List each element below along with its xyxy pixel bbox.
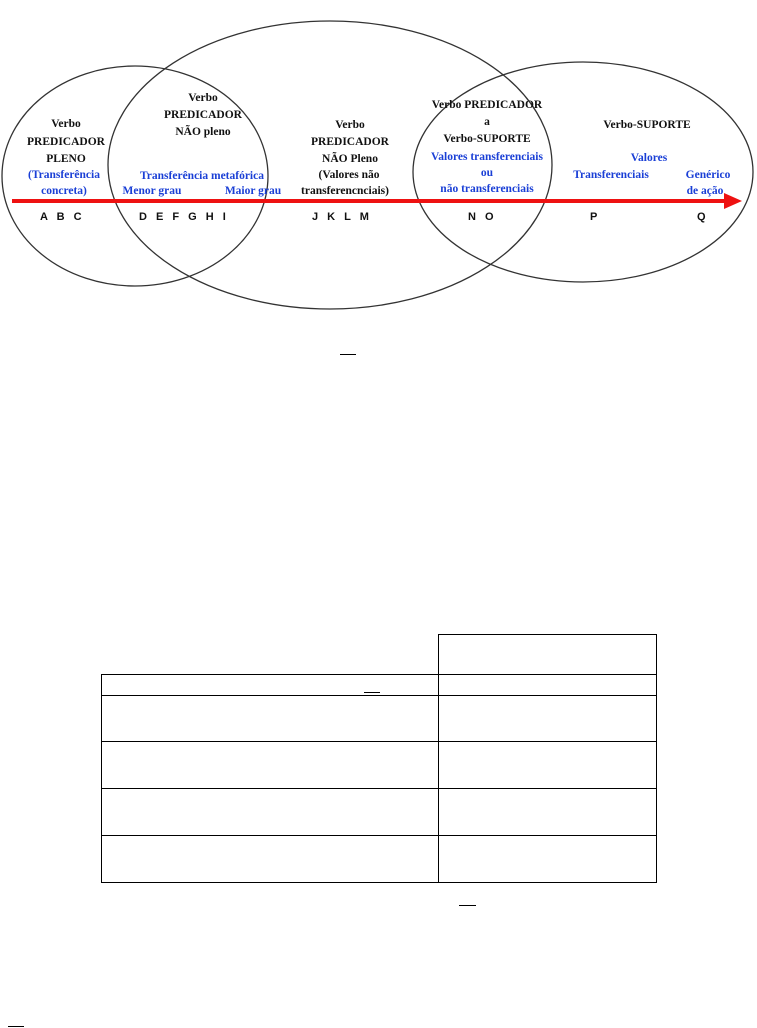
footnote-mark [8, 1026, 24, 1027]
table-cell [439, 742, 657, 789]
continuum-arrow-head [724, 193, 742, 209]
axis-letter-q: Q [697, 211, 706, 223]
c1-title-2: PREDICADOR [27, 136, 105, 148]
c2-title-1: Verbo [188, 92, 218, 104]
c4-title-1: Verbo PREDICADOR [431, 99, 543, 111]
table-cell [102, 742, 439, 789]
c2-high: Maior grau [224, 185, 282, 197]
c4-sub-2: ou [480, 167, 494, 179]
c5-title: Verbo-SUPORTE [603, 119, 691, 131]
c1-title-1: Verbo [51, 118, 81, 130]
c4-sub-3: não transferenciais [440, 183, 534, 195]
table-cell [439, 789, 657, 836]
table-cell [102, 789, 439, 836]
table-row [102, 675, 657, 696]
table-cell [102, 635, 439, 675]
c3-title-3: NÃO Pleno [322, 153, 378, 165]
axis-letters-jklm: J K L M [312, 211, 372, 223]
c5-generico-1: Genérico [685, 169, 731, 181]
table-cell [102, 696, 439, 742]
axis-letters-abc: A B C [40, 211, 85, 223]
c2-title-2: PREDICADOR [164, 109, 242, 121]
table-cell [439, 675, 657, 696]
c5-valores: Valores [630, 152, 668, 164]
c2-title-3: NÃO pleno [175, 126, 231, 138]
table-cell [439, 696, 657, 742]
c5-transferenciais: Transferenciais [573, 169, 649, 181]
c2-subtitle: Transferência metafórica [139, 170, 265, 182]
table-cell [102, 675, 439, 696]
table-row [102, 789, 657, 836]
c3-title-2: PREDICADOR [311, 136, 389, 148]
verb-continuum-diagram [0, 0, 757, 330]
table-cell [439, 635, 657, 675]
c1-sub-1: (Transferência [28, 169, 100, 181]
axis-letter-p: P [590, 211, 598, 223]
table-cell [102, 836, 439, 883]
c4-title-3: Verbo-SUPORTE [443, 133, 531, 145]
axis-letters-defghi: D E F G H I [139, 211, 229, 223]
c3-sub-2: transferencnciais) [301, 185, 389, 197]
c3-sub-1: (Valores não [318, 169, 380, 181]
circle-predicador-nao-pleno [108, 21, 552, 309]
c5-generico-2: de ação [686, 185, 724, 197]
table-cell [439, 836, 657, 883]
axis-letters-no: N O [468, 211, 497, 223]
c2-low: Menor grau [122, 185, 182, 197]
caption-mark-top [340, 354, 356, 355]
table-header-row [102, 635, 657, 675]
data-table [101, 634, 657, 883]
c1-sub-2: concreta) [41, 185, 87, 197]
c3-title-1: Verbo [335, 119, 365, 131]
table-row [102, 836, 657, 883]
table-row [102, 696, 657, 742]
c4-title-2: a [484, 116, 490, 128]
c4-sub-1: Valores transferenciais [431, 151, 543, 163]
c1-title-3: PLENO [46, 153, 86, 165]
caption-mark-bottom [459, 905, 476, 906]
table-row [102, 742, 657, 789]
